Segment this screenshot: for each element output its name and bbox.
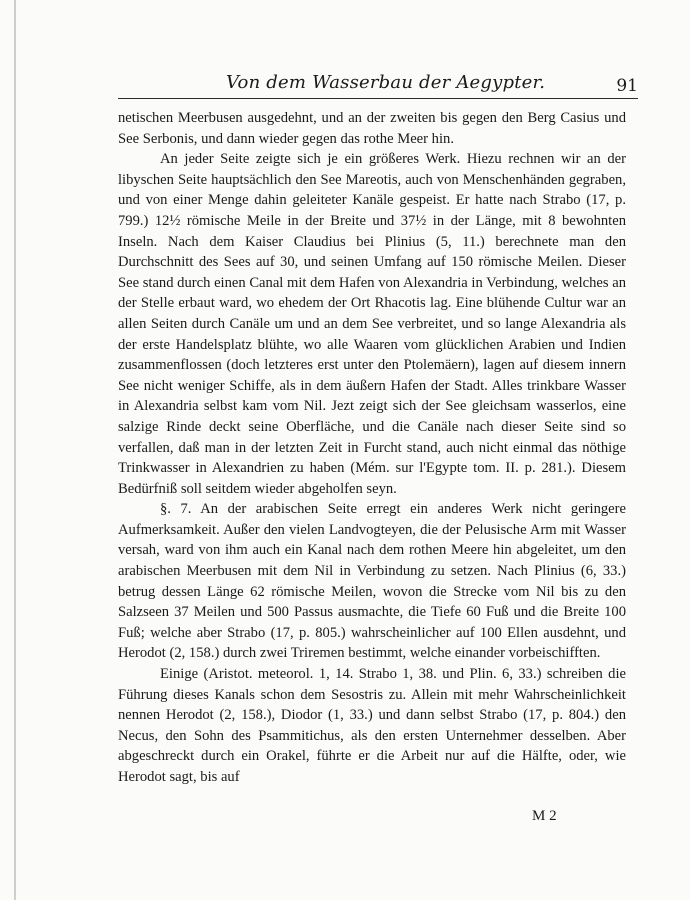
paragraph-sesostris: Einige (Aristot. meteorol. 1, 14. Strabo 1, 38. und Plin. 6, 33.) schreiben die Führung dieses Kanals schon dem Sesostris zu. Allein mit mehr Wahrscheinlichkeit nennen Herodot (2, 158.), Diodor (1, 33.) und dann selbst Strabo (17, p. 804.) den Necus, den Sohn des Psammitichus, als den ersten Unternehmer desselben. Aber abgeschreckt durch ein Orakel, führte er die Arbeit nur auf die Hälfte, oder, wie Herodot sagt, bis auf (118, 666, 626, 785)
paragraph-section-7: §. 7. An der arabischen Seite erregt ein anderes Werk nicht geringere Aufmerksamkeit. Außer den vielen Landvogteyen, die der Pelusische Arm mit Wasser versah, ward von ihm auch ein Kanal nach dem rothen Meere hin abgeleitet, um den arabischen Meerbusen mit dem Nil in Verbindung zu setzen. Nach Plinius (6, 33.) betrug dessen Länge 62 römische Meilen, wovon die Strecke vom Nil bis zu den Salzseen 37 Meilen und 500 Passus ausmachte, die Tiefe 60 Fuß und die Breite 100 Fuß; welche aber Strabo (17, p. 805.) wahrscheinlicher auf 100 Ellen ausdehnt, und Herodot (2, 158.) durch zwei Triremen bestimmt, welche einander vorbeischifften. (118, 501, 626, 662)
signature-mark: M 2 (532, 808, 557, 824)
header-rule (118, 98, 638, 99)
paragraph-continuation: netischen Meerbusen ausgedehnt, und an der zweiten bis gegen den Berg Casius und See Serbonis, und dann wieder gegen das rothe Meer hin. (118, 110, 626, 147)
paragraph-mareotis: An jeder Seite zeigte sich je ein größeres Werk. Hiezu rechnen wir an der libyschen Seite hauptsächlich den See Mareotis, auch von Menschenhänden gegraben, und von einer Menge dahin geleiteter Kanäle gespeist. Er hatte nach Strabo (17, p. 799.) 12½ römische Meile in der Breite und 37½ in der Länge, mit 8 bewohnten Inseln. Nach dem Kaiser Claudius bei Plinius (5, 11.) berechnete man den Durchschnitt des Sees auf 30, und seinen Umfang auf 150 römische Meilen. Dieser See stand durch einen Canal mit dem Hafen von Alexandria in Verbindung, welches an der Stelle erbaut ward, wo ehedem der Ort Rhacotis lag. Eine blühende Cultur war an allen Seiten durch Canäle um und an dem See verbreitet, und so lange Alexandria als der erste Handelsplatz blühte, wo alle Waaren vom glücklichen Arabien und Indien zusammenflossen (doch letzteres erst unter den Ptolemäern), lagen auf diesem innern See nicht weniger Schiffe, als in dem äußern Hafen der Stadt. Alles trinkbare Wasser in Alexandria selbst kam vom Nil. Jezt zeigt sich der See gleichsam wasserlos, eine salzige Rinde deckt seine Oberfläche, und die Canäle nach dieser Seite sind so verfallen, daß man in der letzten Zeit in Furcht stand, auch nicht einmal das nöthige Trinkwasser in Alexandrien zu haben (Mém. sur l'Egypte tom. II. p. 281.). Diesem Bedürfniß soll seitdem wieder abgeholfen seyn. (118, 151, 626, 497)
body-text (118, 108, 626, 788)
page-edge-shadow (14, 0, 16, 900)
page-number: 91 (616, 76, 638, 96)
running-title: Von dem Wasserbau der Aegypter. (226, 72, 546, 93)
page-header (118, 72, 638, 102)
